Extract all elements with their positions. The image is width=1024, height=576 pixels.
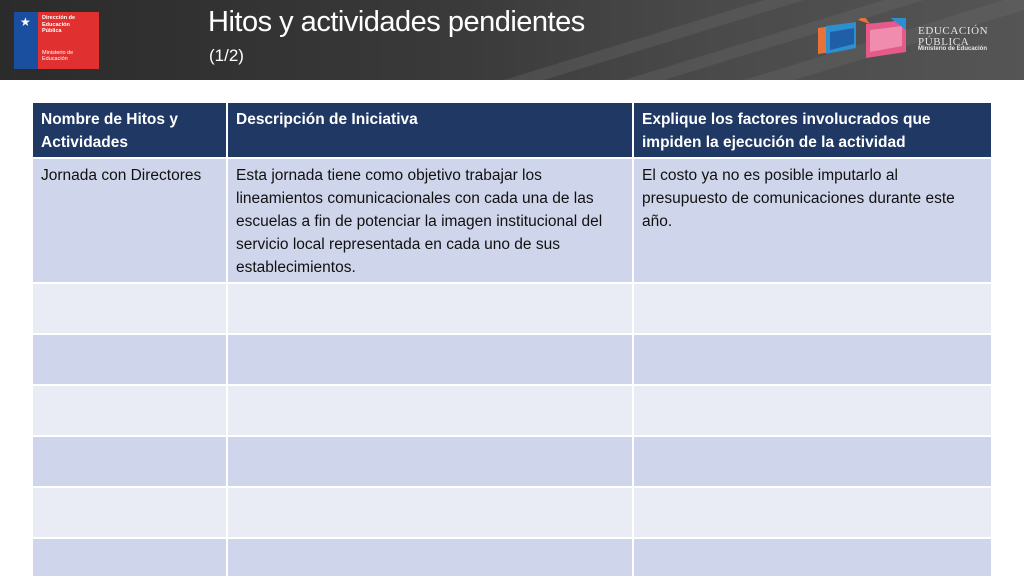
slide-header: [0, 0, 1024, 80]
cell-description: [227, 334, 633, 385]
cell-factors: [633, 334, 992, 385]
cell-factors: [633, 385, 992, 436]
cell-description: [227, 487, 633, 538]
logo-name-line: EDUCACIÓN: [918, 25, 989, 37]
table-row: [32, 334, 992, 385]
logo-ministry: Ministerio de Educación: [918, 46, 988, 52]
table-header-row: [32, 102, 992, 158]
cell-description: [227, 538, 633, 576]
table-row: [32, 538, 992, 576]
cell-factors: [633, 283, 992, 334]
cell-activity-name: [32, 283, 227, 334]
cell-description: [227, 436, 633, 487]
page-title: Hitos y actividades pendientes: [208, 6, 585, 38]
star-icon: ★: [20, 15, 31, 29]
cell-factors: [633, 436, 992, 487]
educacion-publica-emblem-icon: [818, 18, 910, 63]
page-subtitle: (1/2): [209, 46, 244, 65]
column-header-description: Descripción de Iniciativa: [227, 102, 633, 158]
cell-factors: [633, 538, 992, 576]
gobierno-logo: [14, 12, 99, 69]
cell-description: [227, 283, 633, 334]
logo-line: Educación: [42, 21, 70, 28]
table-row: [32, 385, 992, 436]
cell-activity-name: [32, 385, 227, 436]
table-row: [32, 283, 992, 334]
milestones-table: [31, 101, 993, 576]
educacion-publica-logo: [818, 18, 1008, 63]
table-row: [32, 158, 992, 283]
logo-name-line: PÚBLICA: [918, 36, 970, 48]
table-row: [32, 436, 992, 487]
table-row: [32, 487, 992, 538]
cell-activity-name: [32, 538, 227, 576]
column-header-name: Nombre de Hitos y Actividades: [32, 102, 227, 158]
cell-activity-name: [32, 487, 227, 538]
logo-line: Pública: [42, 28, 62, 34]
cell-activity-name: Jornada con Directores: [32, 158, 227, 283]
cell-factors: El costo ya no es posible imputarlo al presupuesto de comunicaciones durante este año.: [633, 158, 992, 283]
cell-activity-name: [32, 334, 227, 385]
logo-sub-line: Ministerio de: [42, 49, 74, 56]
cell-description: Esta jornada tiene como objetivo trabajar los lineamientos comunicacionales con cada una de las escuelas a fin de potenciar la imagen institucional del servicio local representada en cada uno de sus establecimientos.: [227, 158, 633, 283]
logo-sub-line: Educación: [42, 56, 68, 62]
cell-activity-name: [32, 436, 227, 487]
column-header-factors: Explique los factores involucrados que impiden la ejecución de la actividad: [633, 102, 992, 158]
cell-description: [227, 385, 633, 436]
cell-factors: [633, 487, 992, 538]
logo-line: Dirección de: [42, 15, 76, 21]
